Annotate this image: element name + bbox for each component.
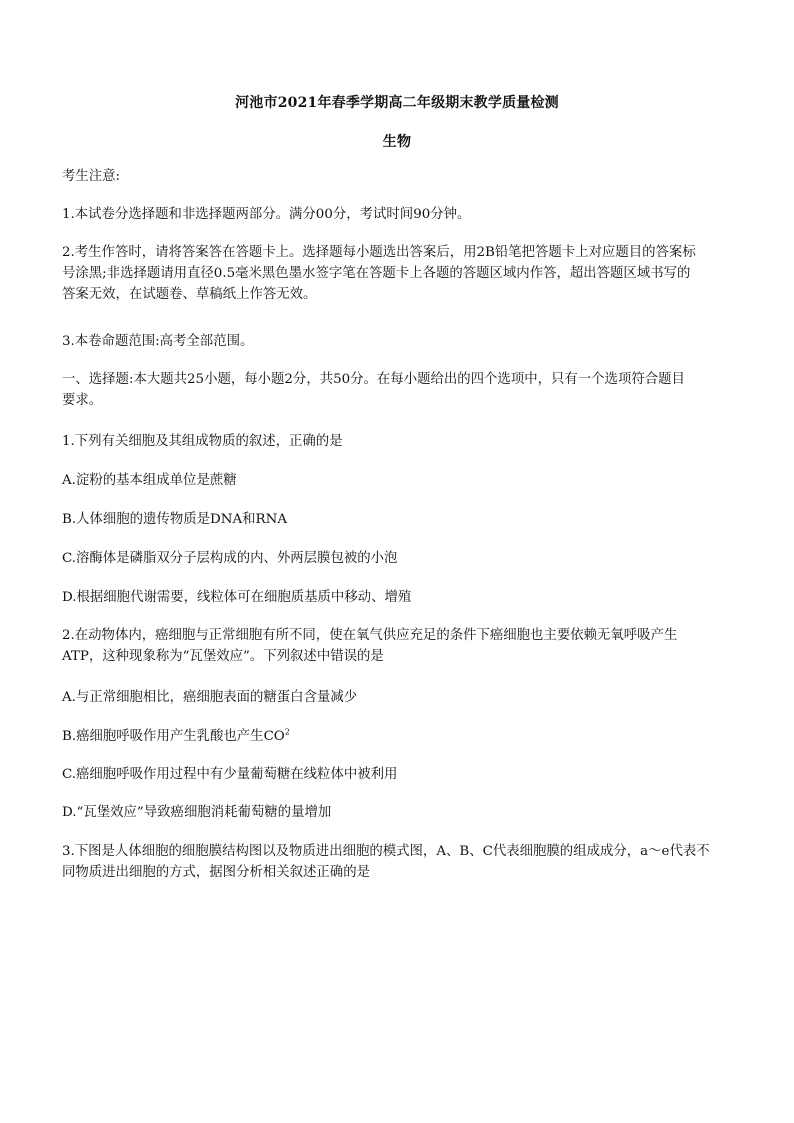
notice-item-2 bbox=[62, 242, 742, 305]
section-intro-line: 要求。 bbox=[62, 393, 103, 408]
exam-title: 河池市2021年春季学期高二年级期末教学质量检测 bbox=[235, 95, 559, 111]
q1-option-d: D.根据细胞代谢需要，线粒体可在细胞质基质中移动、增殖 bbox=[62, 590, 412, 605]
q2-option-b bbox=[62, 726, 742, 747]
notice-item-2-line: 答案无效，在试题卷、草稿纸上作答无效。 bbox=[62, 287, 317, 302]
notice-item-1: 1.本试卷分选择题和非选择题两部分。满分00分，考试时间90分钟。 bbox=[62, 207, 471, 222]
q3-stem-line: 同物质进出细胞的方式，据图分析相关叙述正确的是 bbox=[62, 865, 370, 880]
q2-option-b-text: B.癌细胞呼吸作用产生乳酸也产生CO bbox=[62, 729, 285, 744]
q2-option-b-subscript: 2 bbox=[284, 727, 290, 737]
section-intro-line: 一、选择题:本大题共25小题，每小题2分，共50分。在每小题给出的四个选项中，只有一个选项符合题目 bbox=[62, 372, 685, 387]
q2-option-c: C.癌细胞呼吸作用过程中有少量葡萄糖在线粒体中被利用 bbox=[62, 767, 398, 782]
q2-stem-line: 2.在动物体内，癌细胞与正常细胞有所不同，使在氧气供应充足的条件下癌细胞也主要依赖无氧呼吸产生 bbox=[62, 628, 678, 643]
q1-option-b: B.人体细胞的遗传物质是DNA和RNA bbox=[62, 512, 287, 527]
q2-option-d: D.“瓦堡效应”导致癌细胞消耗葡萄糖的量增加 bbox=[62, 805, 332, 820]
q1-option-c: C.溶酶体是磷脂双分子层构成的内、外两层膜包被的小泡 bbox=[62, 551, 398, 566]
q3-stem-line: 3.下图是人体细胞的细胞膜结构图以及物质进出细胞的模式图，A、B、C代表细胞膜的组成成分，a～e代表不 bbox=[62, 844, 710, 859]
q3-stem bbox=[62, 841, 742, 883]
q1-stem: 1.下列有关细胞及其组成物质的叙述，正确的是 bbox=[62, 434, 343, 449]
notice-heading: 考生注意: bbox=[62, 169, 121, 184]
notice-item-2-line: 号涂黑;非选择题请用直径0.5毫米黑色墨水签字笔在答题卡上各题的答题区域内作答，超出答题区域书写的 bbox=[62, 266, 691, 281]
q2-option-a: A.与正常细胞相比，癌细胞表面的糖蛋白含量减少 bbox=[62, 690, 358, 705]
subject-title: 生物 bbox=[382, 134, 412, 150]
q2-stem bbox=[62, 625, 742, 667]
section-intro bbox=[62, 369, 742, 411]
notice-item-2-line: 2.考生作答时，请将答案答在答题卡上。选择题每小题选出答案后，用2B铅笔把答题卡上对应题目的答案标 bbox=[62, 245, 696, 260]
q2-stem-line: ATP，这种现象称为“瓦堡效应”。下列叙述中错误的是 bbox=[62, 649, 384, 664]
q1-option-a: A.淀粉的基本组成单位是蔗糖 bbox=[62, 473, 237, 488]
notice-item-3: 3.本卷命题范围:高考全部范围。 bbox=[62, 334, 254, 349]
